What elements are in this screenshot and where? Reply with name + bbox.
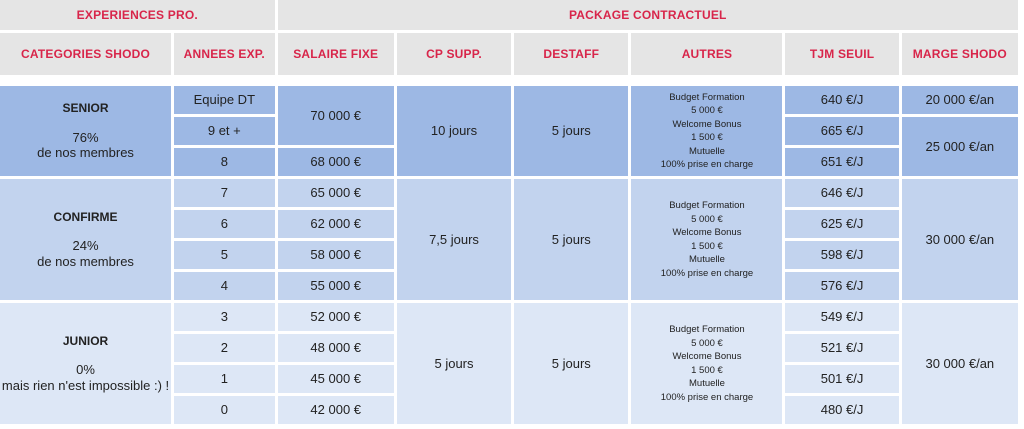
years-cell: 1 [174, 365, 274, 393]
years-cell: Equipe DT [174, 86, 274, 114]
autres-line: Budget Formation [669, 200, 745, 211]
salary-cell: 70 000 € [278, 86, 394, 145]
autres-line: Mutuelle [689, 378, 725, 389]
cp-cell: 7,5 jours [397, 179, 511, 300]
salary-cell: 45 000 € [278, 365, 394, 393]
salary-cell: 42 000 € [278, 396, 394, 424]
category-pct: 76% [72, 129, 99, 145]
category-desc: de nos membres [37, 145, 134, 161]
cp-cell: 5 jours [397, 303, 511, 424]
salary-cell: 55 000 € [278, 272, 394, 300]
autres-line: Welcome Bonus [672, 351, 742, 362]
autres-line: 5 000 € [691, 105, 723, 116]
years-cell: 5 [174, 241, 274, 269]
autres-line: 1 500 € [691, 240, 723, 252]
col-destaff: DESTAFF [514, 33, 628, 75]
spacer [0, 78, 1018, 83]
years-cell: 7 [174, 179, 274, 207]
years-cell: 8 [174, 148, 274, 176]
tjm-cell: 480 €/J [785, 396, 898, 424]
category-name: SENIOR [62, 101, 109, 116]
salary-cell: 62 000 € [278, 210, 394, 238]
salary-cell: 48 000 € [278, 334, 394, 362]
salary-cell: 68 000 € [278, 148, 394, 176]
autres-line: 1 500 € [691, 132, 723, 143]
years-cell: 4 [174, 272, 274, 300]
years-cell: 0 [174, 396, 274, 424]
salary-cell: 52 000 € [278, 303, 394, 331]
category-desc: mais rien n'est impossible :) ! [1, 377, 170, 393]
col-cp: CP SUPP. [397, 33, 511, 75]
destaff-cell: 5 jours [514, 179, 628, 300]
autres-cell [631, 303, 782, 424]
col-annees: ANNEES EXP. [174, 33, 274, 75]
marge-cell: 30 000 €/an [902, 179, 1018, 300]
autres-line: 100% prise en charge [660, 391, 754, 403]
marge-cell: 30 000 €/an [902, 303, 1018, 424]
tjm-cell: 646 €/J [785, 179, 898, 207]
autres-line: Welcome Bonus [672, 118, 742, 130]
destaff-cell: 5 jours [514, 303, 628, 424]
tjm-cell: 576 €/J [785, 272, 898, 300]
category-desc: de nos membres [37, 253, 134, 269]
autres-line: Budget Formation [669, 324, 745, 335]
tjm-cell: 640 €/J [785, 86, 898, 114]
years-cell: 2 [174, 334, 274, 362]
cp-cell: 10 jours [397, 86, 511, 176]
col-autres: AUTRES [631, 33, 782, 75]
tjm-cell: 521 €/J [785, 334, 898, 362]
autres-cell [631, 179, 782, 300]
col-categories: CATEGORIES SHODO [0, 33, 171, 75]
category-name: JUNIOR [62, 333, 109, 348]
autres-line: 1 500 € [691, 364, 723, 376]
autres-line: 100% prise en charge [660, 267, 754, 279]
years-cell: 9 et + [174, 117, 274, 145]
category-pct: 24% [72, 238, 99, 254]
years-cell: 6 [174, 210, 274, 238]
category-pct: 0% [76, 362, 95, 378]
marge-cell: 25 000 €/an [902, 117, 1018, 176]
autres-line: Mutuelle [689, 145, 725, 157]
col-salaire: SALAIRE FIXE [278, 33, 394, 75]
category-confirme [0, 179, 171, 300]
col-marge: MARGE SHODO [902, 33, 1018, 75]
years-cell: 3 [174, 303, 274, 331]
marge-cell: 20 000 €/an [902, 86, 1018, 114]
autres-cell [631, 86, 782, 176]
table-row [0, 303, 1018, 331]
col-tjm: TJM SEUIL [785, 33, 898, 75]
autres-line: 5 000 € [691, 213, 723, 225]
tjm-cell: 549 €/J [785, 303, 898, 331]
salary-cell: 65 000 € [278, 179, 394, 207]
experiences-header: EXPERIENCES PRO. [0, 0, 275, 30]
destaff-cell: 5 jours [514, 86, 628, 176]
table-row [0, 179, 1018, 207]
category-name: CONFIRME [53, 209, 118, 224]
autres-line: Mutuelle [689, 254, 725, 265]
package-header: PACKAGE CONTRACTUEL [278, 0, 1018, 30]
tjm-cell: 625 €/J [785, 210, 898, 238]
tjm-cell: 651 €/J [785, 148, 898, 176]
autres-line: 100% prise en charge [660, 159, 754, 170]
tjm-cell: 665 €/J [785, 117, 898, 145]
tjm-cell: 501 €/J [785, 365, 898, 393]
autres-line: 5 000 € [691, 337, 723, 349]
autres-line: Budget Formation [669, 91, 745, 103]
table-row [0, 86, 1018, 114]
autres-line: Welcome Bonus [672, 227, 742, 238]
tjm-cell: 598 €/J [785, 241, 898, 269]
salary-cell: 58 000 € [278, 241, 394, 269]
category-senior [0, 86, 171, 176]
category-junior [0, 303, 171, 424]
